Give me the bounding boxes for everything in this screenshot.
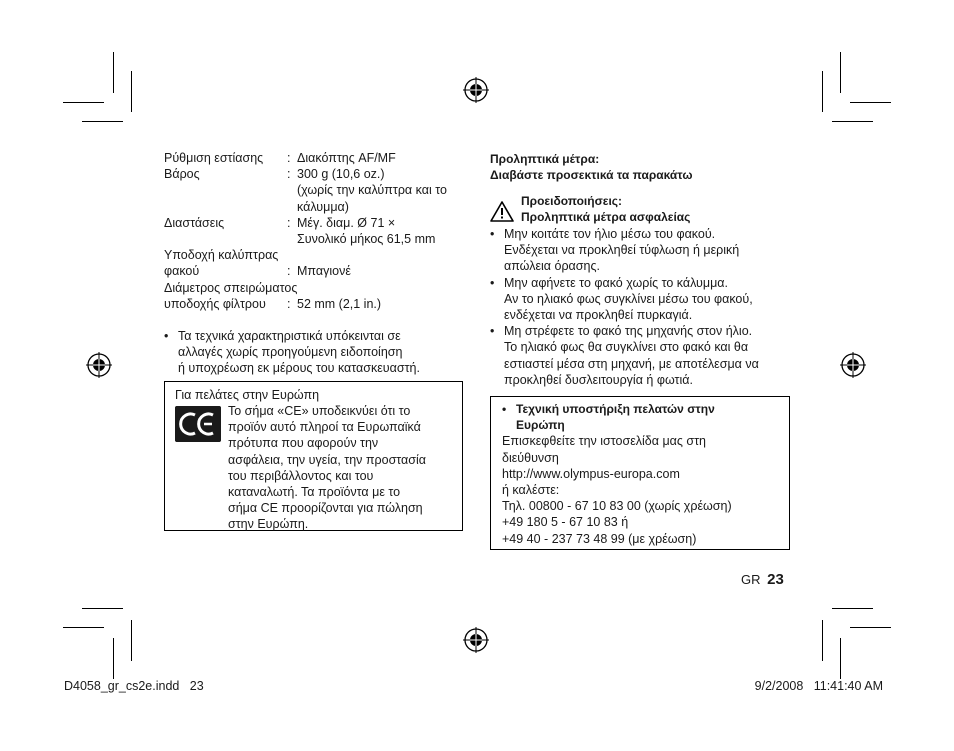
crop-mark xyxy=(63,102,104,103)
footer-filename: D4058_gr_cs2e.indd 23 xyxy=(64,679,204,693)
spec-label: Ρύθμιση εστίασης xyxy=(164,151,264,165)
support-box: • Τεχνική υποστήριξη πελατών στην Ευρώπη Επισκεφθείτε την ιστοσελίδα μας στη διεύθυνση http://www.olympus-europa.com ή καλέστε: Τηλ. 00800 - 67 10 83 00 (χωρίς χρέωση) +49 180 5 - 67 10 83 ή +49 40 - 237 73 48 99 (με χρέωση) xyxy=(490,396,790,550)
spec-value: Μέγ. διαμ. Ø 71 × Συνολικό μήκος 61,5 mm xyxy=(297,215,436,247)
page-number: GR 23 xyxy=(741,571,784,588)
support-phone: Τηλ. 00800 - 67 10 83 00 (χωρίς χρέωση) xyxy=(502,499,732,514)
support-phone: +49 180 5 - 67 10 83 ή xyxy=(502,515,629,530)
registration-mark-icon xyxy=(86,352,112,378)
ce-notice-box xyxy=(164,381,463,531)
warning-icon xyxy=(490,201,514,222)
list-item: • Μην κοιτάτε τον ήλιο μέσω του φακού. Ενδέχεται να προκληθεί τύφλωση ή μερική απώλεια όρασης. xyxy=(490,227,740,274)
spec-label: Διαστάσεις xyxy=(164,215,225,230)
ce-notice-text: Το σήμα «CE» υποδεικνύει ότι το προϊόν αυτό πληροί τα Ευρωπαϊκά πρότυπα που αφορούν την ασφάλεια, την υγεία, την προστασία του περιβάλλοντος και του καταναλωτή. Τα προϊόντα με το σήμα CE προορίζονται για πώληση στην Ευρώπη. xyxy=(228,404,426,532)
spec-label: Διάμετρος σπειρώματος xyxy=(164,280,298,295)
support-phone: +49 40 - 237 73 48 99 (με χρέωση) xyxy=(502,531,697,546)
bullet: • xyxy=(502,402,507,416)
list-item: • Μην αφήνετε το φακό χωρίς το κάλυμμα. Αν το ηλιακό φως συγκλίνει μέσω του φακού, ενδέχεται να προκληθεί πυρκαγιά. xyxy=(490,275,753,323)
bullet: • xyxy=(490,324,495,339)
spec-value: Μπαγιονέ xyxy=(297,264,351,279)
crop-mark xyxy=(832,121,873,122)
spec-value: 52 mm (2,1 in.) xyxy=(297,296,382,311)
crop-mark xyxy=(850,102,891,103)
precautions-list xyxy=(490,226,790,388)
crop-mark xyxy=(840,52,841,93)
crop-mark xyxy=(131,71,132,112)
support-url: http://www.olympus-europa.com xyxy=(502,466,680,481)
bullet: • xyxy=(490,275,495,290)
spec-row: Βάρος : 300 g (10,6 oz.) (χωρίς την καλύπτρα και το κάλυμμα) xyxy=(164,166,474,215)
registration-mark-icon xyxy=(840,352,866,378)
spec-label: Υποδοχή καλύπτρας xyxy=(164,248,279,263)
list-item: • Μη στρέφετε το φακό της μηχανής στον ήλιο. Το ηλιακό φως θα συγκλίνει στο φακό και θα εστιαστεί μέσα στη μηχανή, με αποτέλεσμα να προκληθεί δυσλειτουργία ή φωτιά. xyxy=(490,324,759,387)
crop-mark xyxy=(82,121,123,122)
spec-value: Διακόπτης AF/MF xyxy=(297,151,396,165)
registration-mark-icon xyxy=(463,627,489,653)
precautions-heading: Προληπτικά μέτρα: Διαβάστε προσεκτικά τα παρακάτω xyxy=(490,152,693,183)
crop-mark xyxy=(113,52,114,93)
footer-timestamp: 9/2/2008 11:41:40 AM xyxy=(754,679,883,693)
bullet: • xyxy=(164,329,169,343)
spec-label: φακού xyxy=(164,264,200,279)
spec-row: φακού : Μπαγιονέ xyxy=(164,263,474,279)
bullet: • xyxy=(490,227,495,241)
ce-mark-icon xyxy=(175,406,221,442)
spec-label: υποδοχής φίλτρου xyxy=(164,296,266,311)
crop-mark xyxy=(850,627,891,628)
spec-label: Βάρος xyxy=(164,167,200,182)
crop-mark xyxy=(63,627,104,628)
spec-change-note: • Τα τεχνικά χαρακτηριστικά υπόκεινται σε αλλαγές χωρίς προηγούμενη ειδοποίηση ή υποχρέωση εκ μέρους του κατασκευαστή. xyxy=(164,329,420,376)
crop-mark xyxy=(840,638,841,679)
spec-row: Διαστάσεις : Μέγ. διαμ. Ø 71 × Συνολικό μήκος 61,5 mm xyxy=(164,215,474,247)
crop-mark xyxy=(113,638,114,679)
crop-mark xyxy=(822,71,823,112)
spec-row: υποδοχής φίλτρου : 52 mm (2,1 in.) xyxy=(164,296,474,312)
registration-mark-icon xyxy=(463,77,489,103)
spec-value: 300 g (10,6 oz.) (χωρίς την καλύπτρα και το κάλυμμα) xyxy=(297,167,447,214)
crop-mark xyxy=(82,608,123,609)
specifications-table xyxy=(164,150,474,312)
ce-notice-title: Για πελάτες στην Ευρώπη xyxy=(175,388,320,402)
crop-mark xyxy=(832,608,873,609)
warning-heading: Προειδοποιήσεις: Προληπτικά μέτρα ασφαλείας xyxy=(521,194,691,225)
support-heading: • Τεχνική υποστήριξη πελατών στην Ευρώπη xyxy=(502,402,715,433)
spec-row: Ρύθμιση εστίασης : Διακόπτης AF/MF xyxy=(164,150,474,166)
crop-mark xyxy=(131,620,132,661)
crop-mark xyxy=(822,620,823,661)
